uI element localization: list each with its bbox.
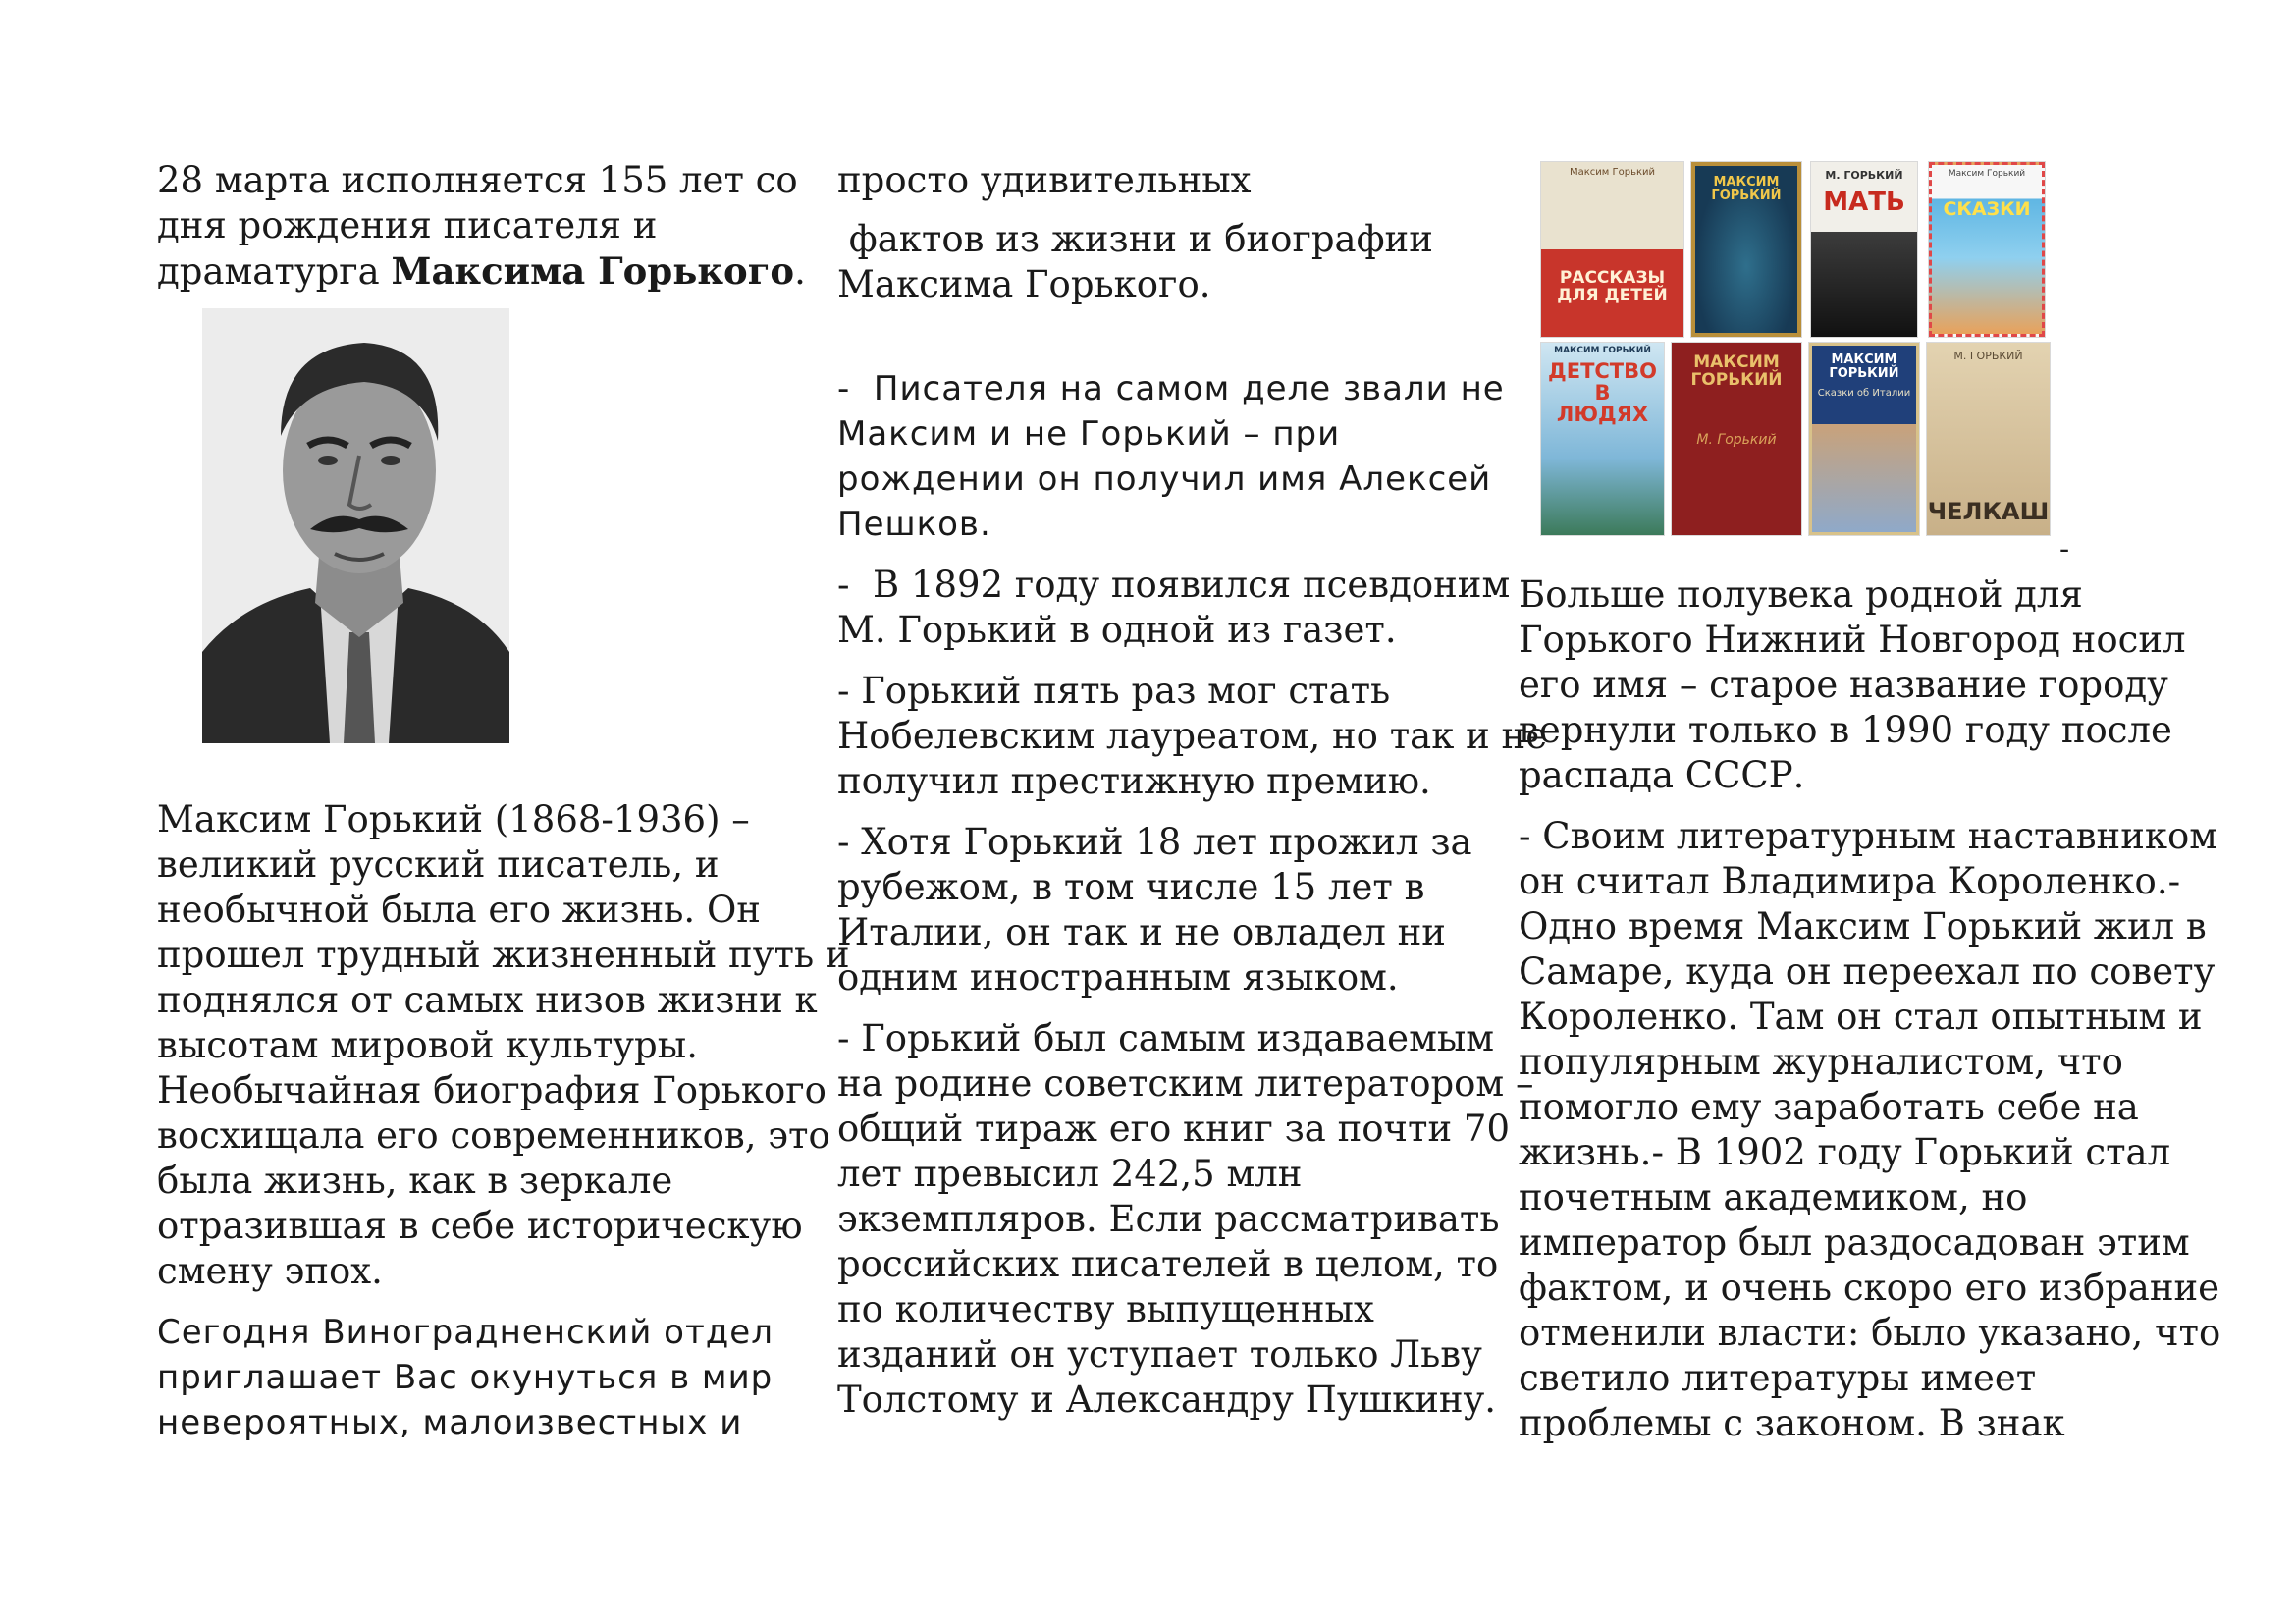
text-fragment: . <box>794 250 806 293</box>
text-line: светило литературы имеет <box>1519 1357 2037 1399</box>
text-line: Необычайная биография Горького <box>157 1069 827 1111</box>
text-line: - Писателя на самом деле звали не <box>837 369 1505 408</box>
book-cover-italy <box>1809 343 1919 535</box>
text-line: Горького Нижний Новгород носил <box>1519 619 2186 661</box>
book-cover-skazki <box>1929 162 2045 337</box>
text-line: восхищала его современников, это <box>157 1114 830 1157</box>
fact-2 <box>837 563 1547 653</box>
book-author: М. ГОРЬКИЙ <box>1825 169 1903 182</box>
text-line: Максим и не Горький – при <box>837 414 1341 454</box>
column-2 <box>837 158 1547 1423</box>
column-1 <box>157 158 806 295</box>
text-line: лет превысил 242,5 млн <box>837 1153 1303 1195</box>
column-3 <box>1519 572 2220 1446</box>
text-line: помогло ему заработать себе на <box>1519 1086 2139 1128</box>
book-cover-gorky-blue <box>1691 162 1801 337</box>
book-cover-rasskazy <box>1541 162 1683 337</box>
text-line: одним иностранным языком. <box>837 956 1399 999</box>
book-cover-chelkash <box>1927 343 2050 535</box>
text-line <box>157 248 806 295</box>
book-cover-gorky-red <box>1672 343 1801 535</box>
facts-heading-1 <box>837 158 1547 203</box>
text-line: великий русский писатель, и <box>157 843 720 886</box>
text-line: фактом, и очень скоро его избрание <box>1519 1267 2220 1309</box>
writer-name-bold: Максима Горького <box>391 249 795 293</box>
text-line: получил престижную премию. <box>837 760 1431 802</box>
text-line: рубежом, в том числе 15 лет в <box>837 866 1425 908</box>
facts-heading-2 <box>837 217 1547 307</box>
text-line: - Горький пять раз мог стать <box>837 670 1391 712</box>
fact-1 <box>837 366 1547 547</box>
book-title: МАТЬ <box>1823 188 1905 217</box>
book-title: СКАЗКИ <box>1943 198 2031 220</box>
text-line: его имя – старое название городу <box>1519 664 2168 706</box>
fact-4 <box>837 820 1547 1001</box>
text-line: - Горький был самым издаваемым <box>837 1017 1495 1059</box>
text-line: прошел трудный жизненный путь и <box>157 934 850 976</box>
text-line: Пешков. <box>837 505 991 544</box>
text-line: поднялся от самых низов жизни к <box>157 979 818 1021</box>
invite-paragraph <box>157 1310 850 1445</box>
book-author: МАКСИМ ГОРЬКИЙ <box>1554 346 1651 355</box>
text-line: он считал Владимира Короленко.- <box>1519 860 2181 902</box>
text-line: распада СССР. <box>1519 754 1805 796</box>
book-author: Максим Горький <box>1569 167 1655 178</box>
text-line: дня рождения писателя и <box>157 204 658 246</box>
book-cover-mat <box>1811 162 1917 337</box>
book-title: Сказки об Италии <box>1817 388 1911 399</box>
bio-paragraph <box>157 797 850 1294</box>
text-line: отразившая в себе историческую <box>157 1205 803 1247</box>
intro-paragraph <box>157 158 806 295</box>
text-line: необычной была его жизнь. Он <box>157 889 761 931</box>
text-line: Сегодня Виноградненский отдел <box>157 1313 774 1352</box>
text-line: Нобелевским лауреатом, но так и не <box>837 715 1548 757</box>
text-line: просто удивительных <box>837 159 1252 201</box>
book-covers-collage <box>1541 162 2052 535</box>
text-line: приглашает Вас окунуться в мир <box>157 1358 774 1397</box>
text-line: Самаре, куда он переехал по совету <box>1519 950 2216 993</box>
text-line: М. Горький в одной из газет. <box>837 609 1397 651</box>
text-line: отменили власти: было указано, что <box>1519 1312 2221 1354</box>
text-line: Короленко. Там он стал опытным и <box>1519 996 2203 1038</box>
text-line: почетным академиком, но <box>1519 1176 2028 1218</box>
text-line: - Хотя Горький 18 лет прожил за <box>837 821 1472 863</box>
text-line: проблемы с законом. В знак <box>1519 1402 2065 1444</box>
gorky-portrait-photo <box>202 308 509 743</box>
text-line: вернули только в 1990 году после <box>1519 709 2172 751</box>
text-line: рождении он получил имя Алексей <box>837 460 1492 499</box>
book-author: МАКСИМ ГОРЬКИЙ <box>1711 175 1782 203</box>
text-line: - В 1892 году появился псевдоним <box>837 564 1511 606</box>
text-line: была жизнь, как в зеркале <box>157 1160 673 1202</box>
book-author: М. ГОРЬКИЙ <box>1953 350 2023 362</box>
text-line: фактов из жизни и биографии <box>837 218 1433 260</box>
text-line: изданий он уступает только Льву <box>837 1333 1482 1376</box>
text-line: - Своим литературным наставником <box>1519 815 2218 857</box>
text-line: смену эпох. <box>157 1250 383 1292</box>
column-1-lower <box>157 797 850 1445</box>
book-author: МАКСИМ ГОРЬКИЙ <box>1829 352 1899 381</box>
nn-paragraph <box>1519 572 2220 798</box>
text-fragment: драматурга <box>157 250 392 293</box>
book-title: ЧЕЛКАШ <box>1927 498 2050 525</box>
text-line: на родине советским литератором – <box>837 1062 1534 1105</box>
book-author: Максим Горький <box>1948 169 2026 179</box>
text-line: 28 марта исполняется 155 лет со <box>157 159 798 201</box>
text-line: общий тираж его книг за почти 70 <box>837 1108 1510 1150</box>
book-title: РАССКАЗЫ ДЛЯ ДЕТЕЙ <box>1557 268 1668 305</box>
book-title: ДЕТСТВО В ЛЮДЯХ <box>1548 359 1657 427</box>
book-signature: М. Горький <box>1696 432 1777 448</box>
text-line: экземпляров. Если рассматривать <box>837 1198 1500 1240</box>
stray-dash: - <box>2059 532 2070 567</box>
text-line: российских писателей в целом, то <box>837 1243 1499 1285</box>
text-line: популярным журналистом, что <box>1519 1041 2123 1083</box>
text-line: по количеству выпущенных <box>837 1288 1374 1330</box>
text-line: Италии, он так и не овладел ни <box>837 911 1446 953</box>
text-line: Максим Горький (1868-1936) – <box>157 798 750 840</box>
fact-3 <box>837 669 1547 804</box>
text-line: жизнь.- В 1902 году Горький стал <box>1519 1131 2171 1173</box>
text-line: невероятных, малоизвестных и <box>157 1403 743 1442</box>
text-line: Толстому и Александру Пушкину. <box>837 1379 1497 1421</box>
book-cover-detstvo <box>1541 343 1664 535</box>
fact-5 <box>837 1016 1547 1423</box>
text-line: император был раздосадован этим <box>1519 1221 2190 1264</box>
text-line: высотам мировой культуры. <box>157 1024 698 1066</box>
korolenko-paragraph <box>1519 814 2220 1446</box>
text-line: Одно время Максим Горький жил в <box>1519 905 2207 947</box>
text-line: Максима Горького. <box>837 263 1211 305</box>
text-line: Больше полувека родной для <box>1519 573 2083 616</box>
book-author: МАКСИМ ГОРЬКИЙ <box>1690 352 1783 390</box>
